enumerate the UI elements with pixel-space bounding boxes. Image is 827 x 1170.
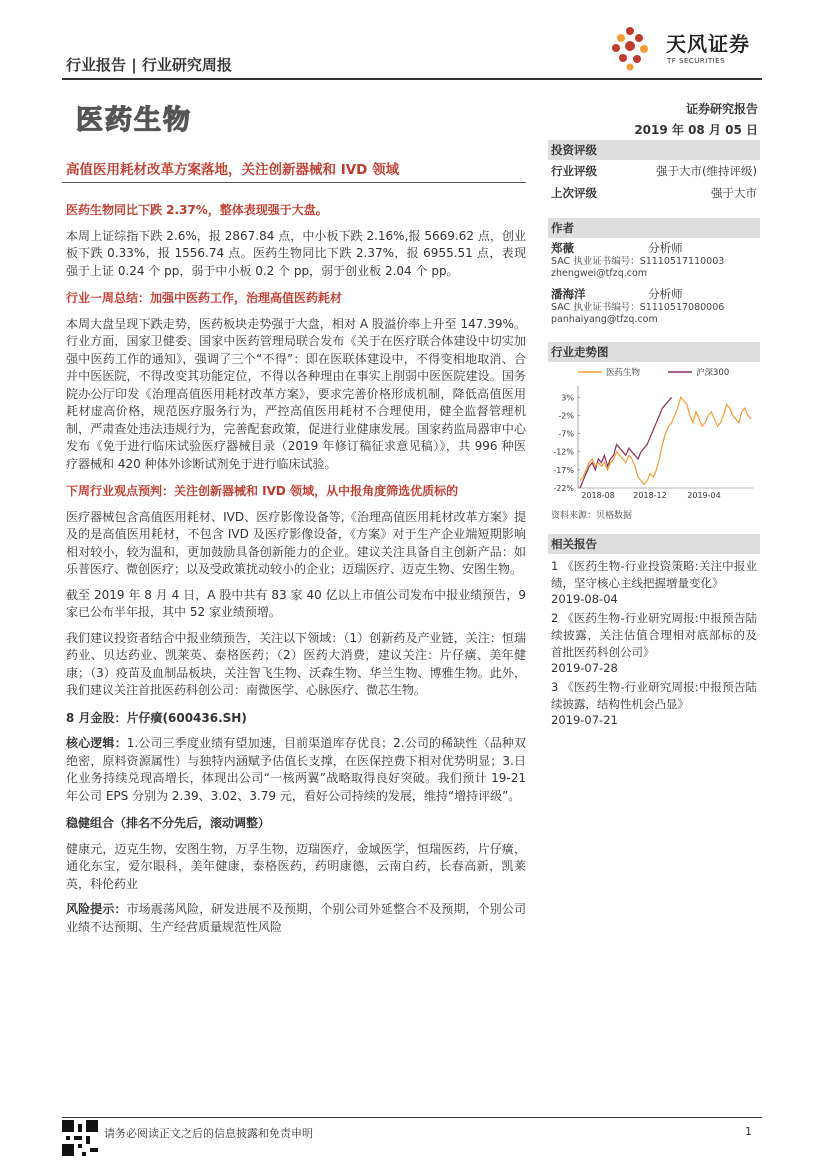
y-tick-label: -12% [553,447,574,457]
sidebar [548,140,760,731]
chart-header: 行业走势图 [548,342,760,362]
paragraph: 我们建议投资者结合中报业绩预告，关注以下领域：（1）创新药及产业链，关注：恒瑞药业、贝达药业、凯莱英、泰格医药；（2）医药大消费，建议关注：片仔癀、美年健康；（3）疫苗及血制品板块，关注智飞生物、沃森生物、华兰生物、博雅生物。此外，我们建议关注首批医药科创公司：南微医学、心脉医疗、微芯生物。 [66,630,526,697]
section-heading: 稳健组合（排名不分先后，滚动调整） [66,816,271,830]
y-tick-label: -2% [558,411,574,421]
author-cert: SAC 执业证书编号：S1110517080006 [551,302,725,313]
related-report-link[interactable]: 1 《医药生物-行业投资策略:关注中报业绩，坚守核心主线把握增量变化》 [551,559,757,590]
related-report-date: 2019-07-28 [551,661,618,675]
main-title: 高值医用耗材改革方案落地，关注创新器械和 IVD 领域 [66,162,400,178]
paragraph-text: 市场震荡风险，研发进展不及预期，个别公司外延整合不及预期，个别公司业绩不达预期、生产经营质量规范性风险 [66,902,526,934]
author-card [548,238,760,284]
section-heading: 医药生物同比下跌 2.37%，整体表现强于大盘。 [66,203,328,217]
rating-label: 行业评级 [551,164,597,178]
footer-disclaimer: 请务必阅读正文之后的信息披露和免责申明 [104,1127,313,1140]
chart-source: 资料来源：贝格数据 [551,511,633,521]
main-content [66,160,526,944]
author-email[interactable]: zhengwei@tfzq.com [551,268,648,279]
paragraph-label: 核心逻辑： [66,736,127,750]
report-type: 证券研究报告 [685,102,758,116]
paragraph [66,901,526,936]
author-role: 分析师 [648,241,683,255]
qr-code-icon [62,1120,98,1156]
x-tick-label: 2018-12 [633,491,667,500]
related-header: 相关报告 [548,534,760,554]
section-heading: 下周行业观点预判：关注创新器械和 IVD 领域，从中报角度筛选优质标的 [66,484,459,498]
x-tick-label: 2019-04 [687,491,721,500]
header-divider [62,78,762,80]
series-line [580,397,672,488]
section-heading: 8 月金股：片仔癀(600436.SH) [66,710,247,725]
y-tick-label: -7% [558,429,574,439]
y-tick-label: -22% [553,484,574,493]
author-card [548,284,760,330]
related-report-date: 2019-08-04 [551,592,618,606]
rating-header: 投资评级 [548,140,760,160]
legend-label: 沪深300 [696,368,730,378]
report-date: 2019 年 08 月 05 日 [634,123,758,137]
paragraph [66,735,526,805]
related-report-link[interactable]: 3 《医药生物-行业研究周报:中报预告陆续披露，结构性机会凸显》 [551,680,757,711]
paragraph: 医疗器械包含高值医用耗材、IVD、医疗影像设备等,《治理高值医用耗材改革方案》提及的是高值医用耗材，不包含 IVD 及医疗影像设备，《方案》对于生产企业端短期影响相对较小，较为温和，更加鼓励具备创新能力的企业。建议关注具备自主创新产品：如乐普医疗、微创医疗；以及受政策扰动较小的企业；迈瑞医疗、迈克生物、安图生物。 [66,509,526,576]
prev-rating-value: 强于大市 [711,186,757,200]
x-tick-label: 2018-08 [581,491,615,500]
section-heading: 行业一周总结：加强中医药工作，治理高值医药耗材 [66,291,343,305]
paragraph: 本周上证综指下跌 2.6%，报 2867.84 点，中小板下跌 2.16%,报 5669.62 点，创业板下跌 0.33%，报 1556.74 点。医药生物同比下跌 2.37%，报 6955.51 点，表现强于上证 0.24 个 pp，弱于中小板 0.2 个 pp，弱于创业板 2.04 个 pp。 [66,228,526,278]
related-report-date: 2019-07-21 [551,713,618,727]
rating-row [548,160,760,182]
author-name: 郑薇 [551,241,574,255]
paragraph-text: 1.公司三季度业绩有望加速，目前渠道库存优良；2.公司的稀缺性（品种双绝密，原料资源属性）与独特内涵赋予估值长支撑，在医保控费下相对优势明显；3.日化业务持续兑现高增长，体现出公司“一核两翼”战略取得良好突破。我们预计 19-21 年公司 EPS 分别为 2.39、3.02、3.79 元，看好公司持续的发展，维持“增持评级”。 [66,736,526,803]
logo-subtext: TF SECURITIES [667,57,726,65]
author-email[interactable]: panhaiyang@tfzq.com [551,314,658,325]
series-line [580,397,751,484]
author-role: 分析师 [648,287,683,301]
paragraph-label: 风险提示： [66,902,127,916]
author-cert: SAC 执业证书编号：S1110517110003 [551,256,725,267]
sector-title: 医药生物 [76,105,192,136]
paragraph: 截至 2019 年 8 月 4 日，A 股中共有 83 家 40 亿以上市值公司发布中报业绩预告，9 家已公布半年报，其中 52 家业绩预增。 [66,587,526,619]
rating-value: 强于大市(维持评级) [656,164,757,178]
report-category: 行业报告 | 行业研究周报 [66,56,232,74]
author-name: 潘海洋 [551,287,586,301]
author-header: 作者 [548,218,760,238]
y-tick-label: 3% [561,393,574,403]
legend-label: 医药生物 [606,368,641,378]
related-report-link[interactable]: 2 《医药生物-行业研究周报:中报预告陆续披露，关注估值合理相对底部标的及首批医药科创公司》 [551,611,757,659]
prev-rating-row [548,182,760,204]
industry-trend-chart [548,362,760,502]
prev-rating-label: 上次评级 [551,186,597,200]
footer-divider [62,1117,762,1118]
paragraph: 本周大盘呈现下跌走势，医药板块走势强于大盘，相对 A 股溢价率上升至 147.39%。行业方面，国家卫健委、国家中医药管理局联合发布《关于在医疗联合体建设中切实加强中医药工作的通知》，强调了三个“不得”：即在医联体建设中，不得变相地取消、合并中医医院，不得改变其功能定位，不得以各种理由在事实上削弱中医医院建设。国务院办公厅印发《治理高值医用耗材改革方案》，要求完善价格形成机制，降低高值医用耗材虚高价格，规范医疗服务行为，严控高值医用耗材不合理使用，健全监督管理机制，严肃查处违法违规行为，完善配套政策，促进行业健康发展。国家药监局器审中心发布《免于进行临床试验医疗器械目录（2019 年修订稿征求意见稿）》，共 996 种医疗器械和 420 种体外诊断试剂免于进行临床试验。 [66,316,526,471]
industry-chart-section [548,342,760,524]
y-tick-label: -17% [553,465,574,475]
logo-text: 天风证券 [666,32,750,56]
paragraph: 健康元，迈克生物，安图生物，万孚生物，迈瑞医疗，金域医学，恒瑞医药，片仔癀，通化东宝，爱尔眼科，美年健康，泰格医药，药明康德，云南白药，长春高新，凯莱英，科伦药业 [66,841,526,891]
page-number: 1 [745,1125,752,1138]
